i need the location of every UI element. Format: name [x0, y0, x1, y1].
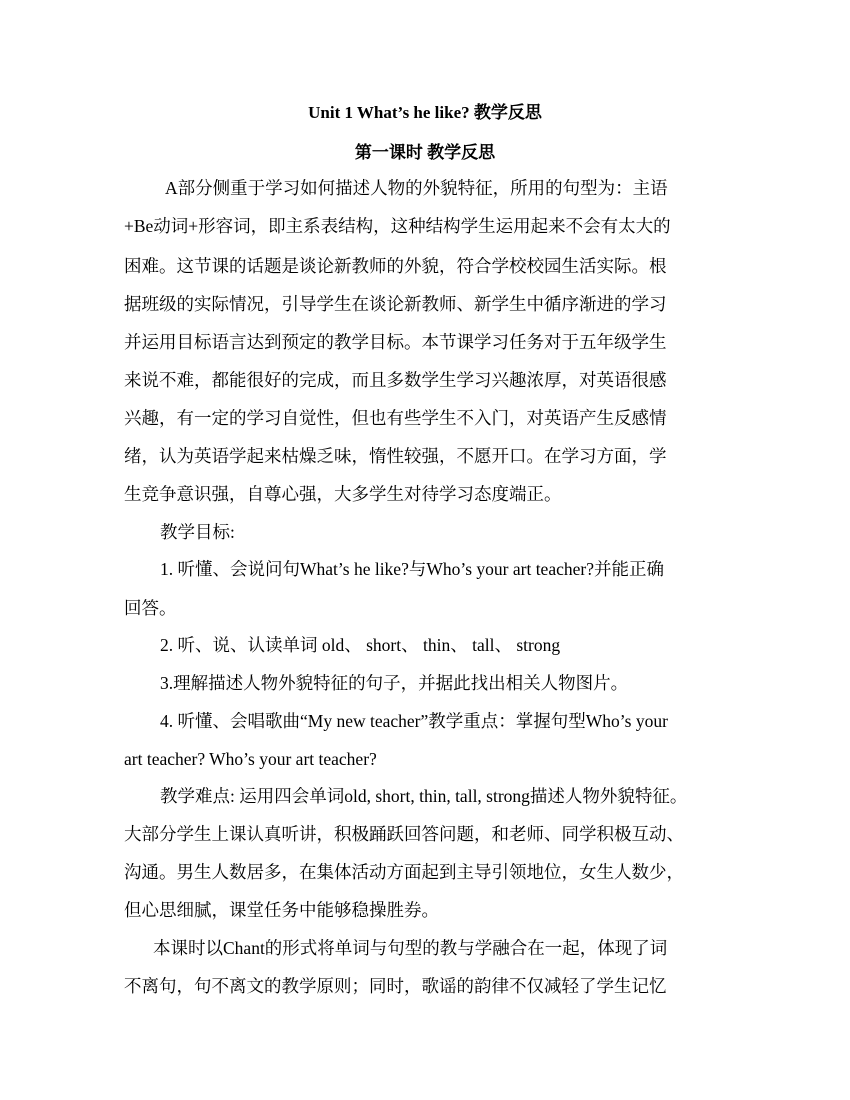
list-item: 2. 听、说、认读单词 old、 short、 thin、 tall、 strong [160, 635, 561, 655]
paragraph-line: 兴趣，有一定的学习自觉性，但也有些学生不入门，对英语产生反感情 [124, 408, 667, 428]
paragraph-line: A部分侧重于学习如何描述人物的外貌特征，所用的句型为：主语 [165, 178, 668, 198]
list-item: 3.理解描述人物外貌特征的句子，并据此找出相关人物图片。 [160, 673, 629, 693]
paragraph-line: 困难。这节课的话题是谈论新教师的外貌，符合学校校园生活实际。根 [124, 256, 667, 276]
paragraph-line: +Be动词+形容词，即主系表结构，这种结构学生运用起来不会有太大的 [124, 216, 671, 236]
paragraph-line: 沟通。男生人数居多，在集体活动方面起到主导引领地位，女生人数少， [124, 862, 684, 882]
list-item-continuation: 回答。 [124, 598, 177, 618]
document-subtitle: 第一课时 教学反思 [354, 143, 496, 162]
paragraph-line: 并运用目标语言达到预定的教学目标。本节课学习任务对于五年级学生 [124, 332, 667, 352]
paragraph-line: 生竞争意识强，自尊心强，大多学生对待学习态度端正。 [124, 484, 562, 504]
paragraph-line: 据班级的实际情况，引导学生在谈论新教师、新学生中循序渐进的学习 [124, 294, 667, 314]
list-item-continuation: art teacher? Who’s your art teacher? [124, 749, 377, 769]
paragraph-line: 大部分学生上课认真听讲，积极踊跃回答问题，和老师、同学积极互动、 [124, 824, 684, 844]
paragraph-line: 不离句，句不离文的教学原则；同时，歌谣的韵律不仅减轻了学生记忆 [124, 976, 667, 996]
list-item: 1. 听懂、会说问句What’s he like?与Who’s your art teacher?并能正确 [160, 559, 664, 579]
paragraph-line: 本课时以Chant的形式将单词与句型的教与学融合在一起，体现了词 [153, 938, 668, 958]
paragraph-line: 但心思细腻，课堂任务中能够稳操胜券。 [124, 900, 439, 920]
paragraph-line: 绪，认为英语学起来枯燥乏味，惰性较强，不愿开口。在学习方面，学 [124, 446, 667, 466]
list-item: 4. 听懂、会唱歌曲“My new teacher”教学重点：掌握句型Who’s your [160, 711, 668, 731]
paragraph-line: 教学难点: 运用四会单词old, short, thin, tall, strong描述人物外貌特征。 [160, 786, 688, 806]
document-title: Unit 1 What’s he like? 教学反思 [308, 103, 542, 122]
section-heading: 教学目标: [160, 522, 235, 542]
paragraph-line: 来说不难，都能很好的完成，而且多数学生学习兴趣浓厚，对英语很感 [124, 370, 667, 390]
